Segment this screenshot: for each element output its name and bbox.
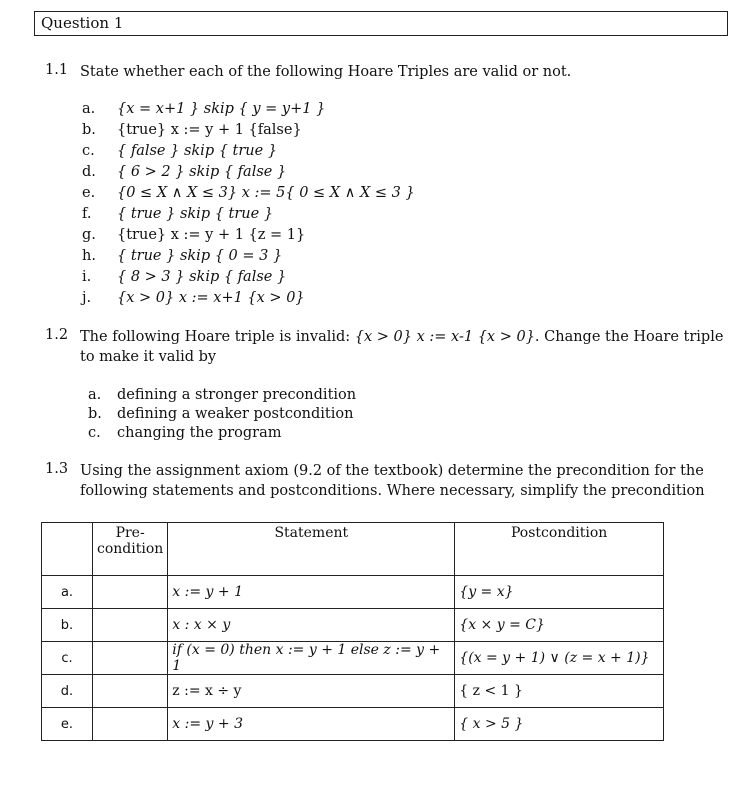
section-1-1-number: 1.1 xyxy=(45,62,69,78)
section-1-3-text: Using the assignment axiom (9.2 of the textbook) determine the precondition for the following statements and postconditions. Where necessary, simplify the precondition xyxy=(80,463,705,499)
list-item-letter: a. xyxy=(82,101,96,117)
header-precondition: Pre- condition xyxy=(93,523,168,576)
invalid-triple: {x > 0} x := x-1 {x > 0} xyxy=(354,329,535,345)
row-letter: b. xyxy=(42,609,93,642)
hoare-triple-j: {x > 0} x := x+1 {x > 0} xyxy=(117,290,305,306)
list-item-letter: f. xyxy=(82,206,92,222)
list-item-letter: i. xyxy=(82,269,92,285)
hoare-triple-h: { true } skip { 0 = 3 } xyxy=(117,248,283,264)
postcondition-cell: {(x = y + 1) ∨ (z = x + 1)} xyxy=(455,642,664,675)
section-1-2-lead: The following Hoare triple is invalid: xyxy=(80,329,355,345)
statement-cell: if (x = 0) then x := y + 1 else z := y + 1 xyxy=(168,642,455,675)
hoare-triple-b: {true} x := y + 1 {false} xyxy=(117,122,302,138)
postcondition-cell: { x > 5 } xyxy=(455,708,664,741)
statement-cell: x := y + 3 xyxy=(168,708,455,741)
list-item-letter: a. xyxy=(88,387,102,403)
header-statement: Statement xyxy=(168,523,455,576)
table-row xyxy=(42,576,664,609)
postcondition-cell: {x × y = C} xyxy=(455,609,664,642)
table-row xyxy=(42,609,664,642)
row-letter: e. xyxy=(42,708,93,741)
list-item-letter: h. xyxy=(82,248,96,264)
row-letter: a. xyxy=(42,576,93,609)
statement-cell: z := x ÷ y xyxy=(168,675,455,708)
statement-cell: x : x × y xyxy=(168,609,455,642)
list-item: defining a stronger precondition xyxy=(117,387,357,403)
section-1-3-number: 1.3 xyxy=(45,461,69,477)
precondition-cell xyxy=(93,642,168,675)
hoare-triple-a: {x = x+1 } skip { y = y+1 } xyxy=(117,101,326,117)
table-row xyxy=(42,642,664,675)
precondition-cell xyxy=(93,675,168,708)
hoare-triple-d: { 6 > 2 } skip { false } xyxy=(117,164,287,180)
postcondition-cell: { z < 1 } xyxy=(455,675,664,708)
table-row xyxy=(42,675,664,708)
hoare-triple-e: {0 ≤ X ∧ X ≤ 3} x := 5{ 0 ≤ X ∧ X ≤ 3 } xyxy=(117,185,415,201)
postcondition-cell: {y = x} xyxy=(455,576,664,609)
row-letter: c. xyxy=(42,642,93,675)
section-1-2-number: 1.2 xyxy=(45,327,69,343)
list-item: defining a weaker postcondition xyxy=(117,406,354,422)
list-item-letter: d. xyxy=(82,164,96,180)
hoare-triple-f: { true } skip { true } xyxy=(117,206,274,222)
precondition-cell xyxy=(93,708,168,741)
precondition-cell xyxy=(93,576,168,609)
section-1-2-text xyxy=(80,327,730,367)
precondition-cell xyxy=(93,609,168,642)
list-item-letter: j. xyxy=(82,290,92,306)
section-1-2-tail: . Change the Hoare triple to make it valid by xyxy=(80,329,724,365)
list-item-letter: c. xyxy=(88,425,101,441)
section-1-1-text: State whether each of the following Hoare Triples are valid or not. xyxy=(80,64,572,80)
statement-cell: x := y + 1 xyxy=(168,576,455,609)
list-item-letter: b. xyxy=(82,122,96,138)
precondition-table xyxy=(41,522,664,741)
list-item-letter: e. xyxy=(82,185,96,201)
hoare-triple-i: { 8 > 3 } skip { false } xyxy=(117,269,287,285)
header-postcondition: Postcondition xyxy=(455,523,664,576)
hoare-triple-g: {true} x := y + 1 {z = 1} xyxy=(117,227,306,243)
list-item-letter: b. xyxy=(88,406,102,422)
list-item-letter: c. xyxy=(82,143,95,159)
table-header-row xyxy=(42,523,664,576)
list-item-letter: g. xyxy=(82,227,96,243)
question-title: Question 1 xyxy=(34,11,728,36)
header-letter xyxy=(42,523,93,576)
row-letter: d. xyxy=(42,675,93,708)
list-item: changing the program xyxy=(117,425,282,441)
table-row xyxy=(42,708,664,741)
hoare-triple-c: { false } skip { true } xyxy=(117,143,278,159)
